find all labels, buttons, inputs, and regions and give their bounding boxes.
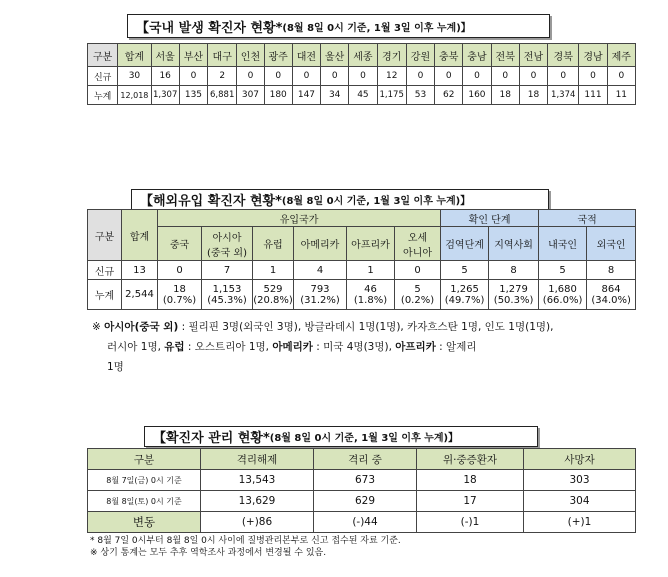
overseas-title: 【해외유입 확진자 현황*	[140, 194, 282, 209]
overseas-header-domestic: 내국인	[539, 227, 587, 261]
domestic-header-cell: 경기	[377, 44, 406, 67]
footnote-1: * 8월 7일 0시부터 8월 8일 0시 사이에 질병관리본부로 신고 접수된 자료 기준.	[90, 536, 401, 546]
table-cell: 13,629	[201, 491, 314, 512]
table-cell: 18	[519, 86, 547, 105]
domestic-header-cell: 충북	[435, 44, 463, 67]
table-cell: 8	[489, 261, 539, 280]
table-cell	[587, 280, 636, 310]
note-asia-label: 아시아(중국 외)	[104, 321, 179, 333]
table-cell: 62	[435, 86, 463, 105]
domestic-title-box	[127, 14, 550, 38]
domestic-row-cumulative	[88, 86, 636, 105]
management-title-box	[144, 426, 538, 447]
domestic-cases-table	[87, 43, 636, 105]
cum-percent: (0.2%)	[400, 294, 435, 306]
cum-value: 1,265	[450, 283, 479, 295]
table-cell: 0	[349, 67, 377, 86]
overseas-header-row-1	[88, 210, 636, 227]
cum-value: 5	[414, 283, 421, 295]
table-cell: 53	[406, 86, 434, 105]
overseas-subtitle: (8월 8일 0시 기준, 1월 3일 이후 누계)】	[281, 196, 471, 207]
overseas-header-asia-line1: 아시아	[212, 232, 242, 244]
overseas-header-oceania-line2: 아니아	[403, 247, 433, 259]
overseas-header-total: 합계	[122, 210, 158, 261]
domestic-header-cell: 경남	[579, 44, 607, 67]
table-cell: 0	[179, 67, 207, 86]
table-cell: 8월 8일(토) 0시 기준	[88, 491, 201, 512]
domestic-row-new	[88, 67, 636, 86]
table-cell: 0	[519, 67, 547, 86]
note-america-text: : 미국 4명(3명),	[312, 341, 396, 353]
overseas-title-box	[131, 189, 549, 210]
overseas-row-cumulative	[88, 280, 636, 310]
domestic-header-cell: 대구	[208, 44, 237, 67]
domestic-header-cell: 울산	[321, 44, 349, 67]
table-cell: 12,018	[118, 86, 151, 105]
asia-note	[92, 317, 553, 337]
cum-percent: (0.7%)	[162, 294, 197, 306]
table-cell: 1	[347, 261, 395, 280]
table-cell: 0	[321, 67, 349, 86]
table-cell: 0	[607, 67, 635, 86]
cum-value: 1,153	[212, 283, 242, 295]
domestic-title: 【국내 발생 확진자 현황*	[136, 20, 283, 36]
table-cell: 303	[524, 470, 636, 491]
table-cell: 8월 7일(금) 0시 기준	[88, 470, 201, 491]
note-asia-text: : 필리핀 3명(외국인 3명), 방글라데시 1명(1명), 카자흐스탄 1명, 인도 1명(1명),	[178, 321, 554, 333]
cum-percent: (34.0%)	[591, 294, 631, 306]
table-cell: 0	[435, 67, 463, 86]
table-cell: 34	[321, 86, 349, 105]
table-cell: 2,544	[122, 280, 158, 310]
management-subtitle: (8월 8일 0시 기준, 1월 3일 이후 누계)】	[269, 433, 459, 444]
table-cell: 1	[253, 261, 294, 280]
table-cell: 160	[463, 86, 491, 105]
table-cell: 0	[237, 67, 264, 86]
domestic-header-cell: 대전	[292, 44, 320, 67]
domestic-header-cell: 경북	[548, 44, 579, 67]
table-cell: 0	[491, 67, 519, 86]
overseas-header-america: 아메리카	[294, 227, 347, 261]
note-europe-label: 유럽	[164, 341, 185, 353]
table-cell: 135	[179, 86, 207, 105]
table-cell: 0	[579, 67, 607, 86]
table-cell	[253, 280, 294, 310]
overseas-header-oceania-line1: 오세	[407, 232, 428, 244]
management-row-aug7	[88, 470, 636, 491]
overseas-header-africa: 아프리카	[347, 227, 395, 261]
table-cell: 11	[607, 86, 635, 105]
cum-value: 529	[263, 283, 283, 295]
management-header-cell: 위·중증환자	[417, 449, 524, 470]
table-cell: 4	[294, 261, 347, 280]
domestic-header-cell: 강원	[406, 44, 434, 67]
domestic-header-cell: 광주	[264, 44, 292, 67]
table-cell: 111	[579, 86, 607, 105]
management-header-cell: 사망자	[524, 449, 636, 470]
table-cell: 147	[292, 86, 320, 105]
table-cell: 2	[208, 67, 237, 86]
management-row-aug8	[88, 491, 636, 512]
table-cell	[395, 280, 441, 310]
table-cell: 13,543	[201, 470, 314, 491]
table-cell	[539, 280, 587, 310]
table-cell: 8	[587, 261, 636, 280]
table-cell	[441, 280, 489, 310]
overseas-header-quarantine: 검역단계	[441, 227, 489, 261]
management-header-cell: 구분	[88, 449, 201, 470]
table-cell	[347, 280, 395, 310]
table-cell: 누계	[88, 86, 118, 105]
table-cell: 307	[237, 86, 264, 105]
cum-percent: (45.3%)	[207, 294, 247, 306]
management-title: 【확진자 관리 현황*	[153, 431, 270, 446]
management-header-row	[88, 449, 636, 470]
cum-percent: (50.3%)	[493, 294, 534, 306]
overseas-header-asia	[202, 227, 253, 261]
table-cell: 0	[463, 67, 491, 86]
table-cell: 45	[349, 86, 377, 105]
table-cell: 0	[395, 261, 441, 280]
note-europe-text: : 오스트리아 1명,	[184, 341, 273, 353]
overseas-header-stage: 확인 단계	[441, 210, 539, 227]
overseas-header-gubun: 구분	[88, 210, 122, 261]
table-cell: 18	[417, 470, 524, 491]
table-cell: 1,374	[548, 86, 579, 105]
note-africa-text: : 알제리	[435, 341, 477, 353]
management-row-change	[88, 512, 636, 533]
table-cell: 30	[118, 67, 151, 86]
note-mark: ※	[92, 321, 105, 333]
cum-value: 46	[364, 283, 377, 295]
table-cell: 7	[202, 261, 253, 280]
table-cell	[158, 280, 202, 310]
cum-value: 1,680	[548, 283, 577, 295]
table-cell	[294, 280, 347, 310]
note-line2-pre: 러시아 1명,	[107, 341, 165, 353]
table-cell: 13	[122, 261, 158, 280]
cum-percent: (1.8%)	[353, 294, 388, 306]
domestic-header-cell: 충남	[463, 44, 491, 67]
domestic-header-cell: 서울	[151, 44, 179, 67]
cum-percent: (31.2%)	[300, 294, 340, 306]
table-cell	[489, 280, 539, 310]
footnote-2: ※ 상기 통계는 모두 추후 역학조사 과정에서 변경될 수 있음.	[90, 548, 327, 558]
overseas-header-row-2	[88, 227, 636, 261]
overseas-header-oceania	[395, 227, 441, 261]
overseas-row-new	[88, 261, 636, 280]
table-cell: 180	[264, 86, 292, 105]
table-cell: 6,881	[208, 86, 237, 105]
management-table	[87, 448, 636, 533]
region-note	[107, 337, 477, 357]
cum-value: 1,279	[499, 283, 528, 295]
table-cell: 12	[377, 67, 406, 86]
table-cell: 629	[314, 491, 417, 512]
domestic-header-cell: 전북	[491, 44, 519, 67]
table-cell: 673	[314, 470, 417, 491]
cum-percent: (20.8%)	[253, 294, 293, 306]
management-header-cell: 격리해제	[201, 449, 314, 470]
table-cell: 0	[406, 67, 434, 86]
table-cell: 변동	[88, 512, 201, 533]
overseas-cases-table	[87, 209, 636, 310]
table-cell: 0	[292, 67, 320, 86]
overseas-header-nation: 국적	[539, 210, 636, 227]
cum-value: 793	[310, 283, 330, 295]
cum-percent: (66.0%)	[542, 294, 583, 306]
overseas-header-asia-line2: (중국 외)	[207, 247, 247, 259]
table-cell: 신규	[88, 261, 122, 280]
domestic-header-cell: 부산	[179, 44, 207, 67]
table-cell: 304	[524, 491, 636, 512]
domestic-header-cell: 합계	[118, 44, 151, 67]
domestic-header-row	[88, 44, 636, 67]
table-cell: 0	[264, 67, 292, 86]
cum-percent: (49.7%)	[444, 294, 485, 306]
domestic-header-cell: 전남	[519, 44, 547, 67]
table-cell: 0	[548, 67, 579, 86]
overseas-header-country: 유입국가	[158, 210, 441, 227]
table-cell: (-)44	[314, 512, 417, 533]
table-cell: 5	[441, 261, 489, 280]
table-cell: 1,307	[151, 86, 179, 105]
domestic-subtitle: (8월 8일 0시 기준, 1월 3일 이후 누계)】	[282, 22, 471, 34]
table-cell: (-)1	[417, 512, 524, 533]
table-cell: 16	[151, 67, 179, 86]
note-africa-label: 아프리카	[395, 341, 436, 353]
table-cell: 신규	[88, 67, 118, 86]
overseas-header-europe: 유럽	[253, 227, 294, 261]
table-cell: 17	[417, 491, 524, 512]
table-cell: 0	[158, 261, 202, 280]
domestic-header-cell: 인천	[237, 44, 264, 67]
region-note-line3: 1명	[107, 361, 124, 373]
table-cell: 5	[539, 261, 587, 280]
table-cell	[202, 280, 253, 310]
overseas-header-foreign: 외국인	[587, 227, 636, 261]
overseas-header-local: 지역사회	[489, 227, 539, 261]
table-cell: 18	[491, 86, 519, 105]
table-cell: 1,175	[377, 86, 406, 105]
cum-value: 18	[173, 283, 186, 295]
table-cell: (+)86	[201, 512, 314, 533]
cum-value: 864	[601, 283, 621, 295]
domestic-header-cell: 제주	[607, 44, 635, 67]
management-header-cell: 격리 중	[314, 449, 417, 470]
table-cell: (+)1	[524, 512, 636, 533]
overseas-header-china: 중국	[158, 227, 202, 261]
note-america-label: 아메리카	[272, 341, 313, 353]
domestic-header-cell: 구분	[88, 44, 118, 67]
table-cell: 누계	[88, 280, 122, 310]
domestic-header-cell: 세종	[349, 44, 377, 67]
